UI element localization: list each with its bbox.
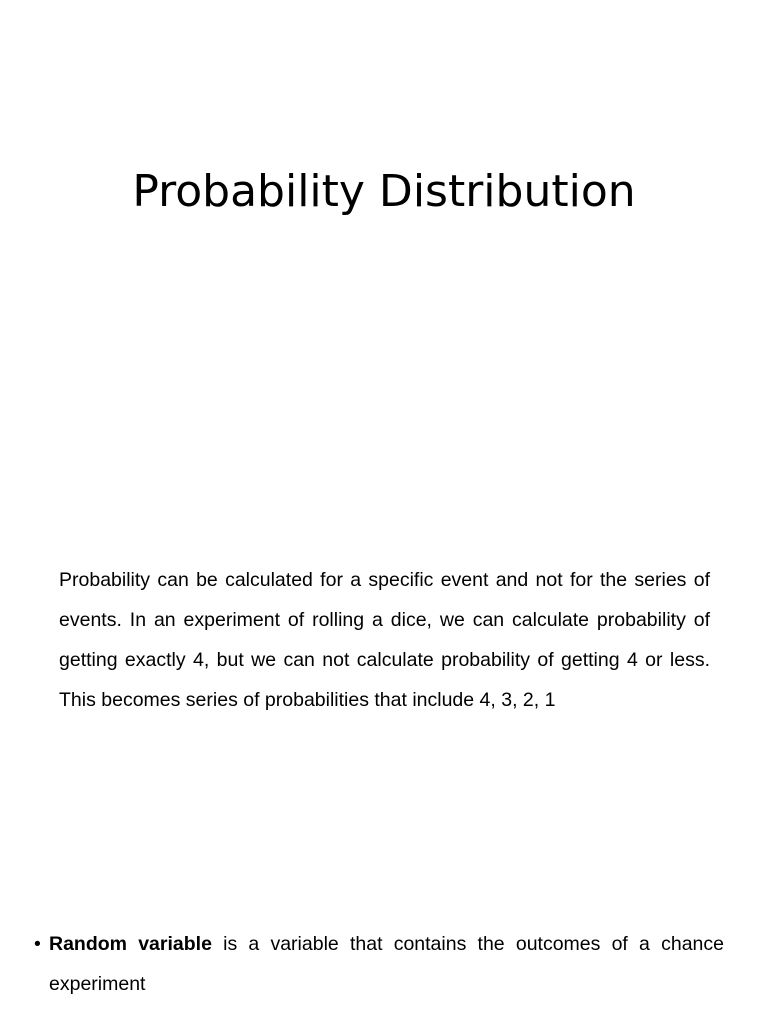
page-title: Probability Distribution <box>132 166 636 217</box>
bullet-term: Random variable <box>49 933 212 955</box>
bullet-marker: • <box>34 933 41 955</box>
bullet-text: is a variable that contains the outcomes of a chance experiment <box>49 933 724 995</box>
bullet-list <box>34 924 724 1004</box>
bullet-item-random-variable <box>34 924 724 1004</box>
intro-paragraph: Probability can be calculated for a specific event and not for the series of events. In an experiment of rolling a dice, we can calculate probability of getting exactly 4, but we can not calculate probability of getting 4 or less. This becomes series of probabilities that include 4, 3, 2, 1 <box>59 569 710 711</box>
